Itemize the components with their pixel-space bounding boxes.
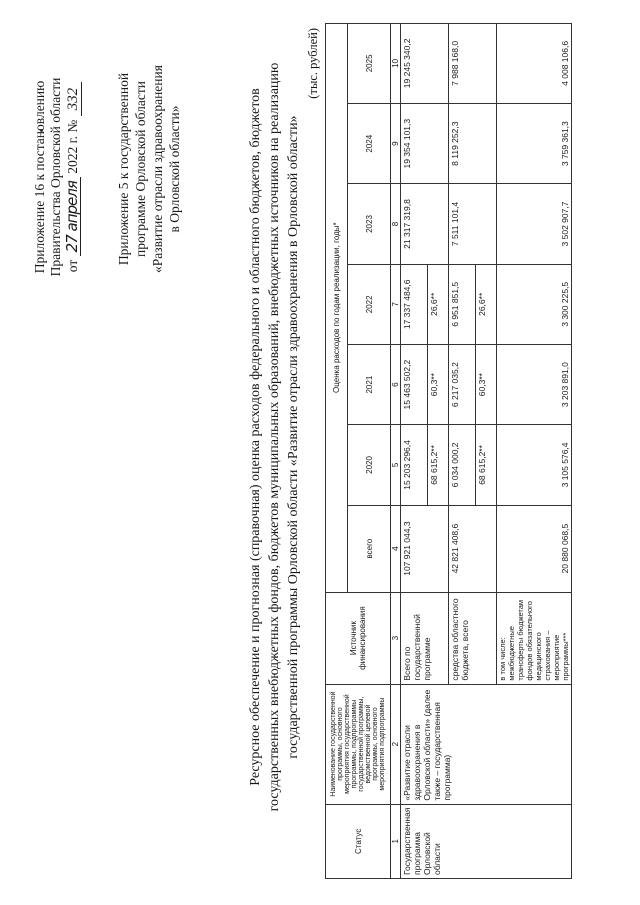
header-status: Статус: [326, 804, 391, 878]
value-cell: 3 203 891,0: [497, 344, 572, 424]
value-cell: 15 203 296,4: [401, 425, 428, 505]
value-cell: 6 034 000,2: [449, 425, 476, 505]
appendix-date-line: [64, 17, 82, 337]
value-cell: 3 300 225,5: [497, 264, 572, 344]
column-index: 5: [391, 425, 401, 505]
footnote-value-cell: 60,3**: [428, 344, 449, 424]
footnote-value-cell: 26,6**: [476, 264, 497, 344]
appendix-line4: программе Орловской области: [133, 81, 148, 257]
value-cell: 20 880 068,5: [497, 505, 572, 592]
source-cell: в том числе: межбюджетные трансферты бюджетам фондов обязательного медицинского страхования – мероприятие программы***: [497, 592, 572, 684]
column-index: 4: [391, 505, 401, 592]
value-cell: 42 821 408,6: [449, 505, 497, 592]
title-line3: государственной программы Орловской области «Развитие отрасли здравоохранения в Орловской области»: [286, 115, 301, 759]
appendix-line2: Правительства Орловской области: [48, 77, 63, 277]
header-year: 2024: [348, 104, 391, 184]
source-cell: средства областного бюджета, всего: [449, 592, 497, 684]
column-index: 10: [391, 23, 401, 103]
value-cell: 3 502 907,7: [497, 184, 572, 264]
column-index: 9: [391, 104, 401, 184]
header-source: Источник финансирования: [326, 592, 391, 684]
value-cell: 8 119 252,3: [449, 104, 497, 184]
date-prefix: от: [65, 259, 80, 273]
value-cell: 107 921 044,3: [401, 505, 449, 592]
footnote-value-cell: 26,6**: [428, 264, 449, 344]
column-index: 2: [391, 684, 401, 804]
footnote-value-cell: 60,3**: [476, 344, 497, 424]
document-title: [246, 0, 303, 877]
handwritten-number: 332: [65, 82, 82, 117]
title-line2: государственных внебюджетных фондов, бюджетов муниципальных образований, внебюджетных источников на реализацию: [267, 62, 282, 812]
program-name: «Развитие отрасли здравоохранения в Орловской области» (далее также – государственная программа): [401, 684, 572, 804]
program-appendix: [115, 19, 183, 319]
header-row-1: [326, 23, 348, 879]
value-cell: 3 759 361,3: [497, 104, 572, 184]
value-cell: 19 245 340,2: [401, 23, 449, 103]
units-label: (тыс. рублей): [306, 28, 320, 99]
header-year: 2021: [348, 344, 391, 424]
value-cell: 6 217 035,2: [449, 344, 476, 424]
column-index: 8: [391, 184, 401, 264]
resolution-appendix: [32, 17, 82, 337]
source-cell: Всего по государственной программе: [401, 592, 449, 684]
header-estimate: Оценка расходов по годам реализации, годы*: [326, 23, 348, 592]
appendix-line1: Приложение 16 к постановлению: [32, 80, 47, 274]
value-cell: 3 105 576,4: [497, 425, 572, 505]
value-cell: 7 511 101,4: [449, 184, 497, 264]
value-cell: 7 988 168,0: [449, 23, 497, 103]
header-year: 2025: [348, 23, 391, 103]
date-year: 2022 г. №: [65, 119, 80, 174]
appendix-line3: Приложение 5 к государственной: [116, 72, 131, 266]
header-year: 2023: [348, 184, 391, 264]
value-cell: 6 951 851,5: [449, 264, 476, 344]
column-index: 3: [391, 592, 401, 684]
column-index-row: [391, 23, 401, 879]
value-cell: 21 317 319,8: [401, 184, 449, 264]
title-line1: Ресурсное обеспечение и прогнозная (справочная) оценка расходов федерального и областного бюджетов, бюджетов: [248, 88, 263, 786]
header-total: всего: [348, 505, 391, 592]
column-index: 1: [391, 804, 401, 878]
footnote-value-cell: 68 615,2**: [428, 425, 449, 505]
program-status: Государственная программа Орловской области: [401, 804, 572, 878]
funding-table: [325, 22, 572, 879]
handwritten-date: 27 апреля: [64, 177, 81, 256]
footnote-value-cell: 68 615,2**: [476, 425, 497, 505]
appendix-line5: «Развитие отрасли здравоохранения: [150, 65, 165, 273]
value-cell: 4 008 106,6: [497, 23, 572, 103]
header-year: 2022: [348, 264, 391, 344]
column-index: 6: [391, 344, 401, 424]
value-cell: 19 354 101,3: [401, 104, 449, 184]
column-index: 7: [391, 264, 401, 344]
header-year: 2020: [348, 425, 391, 505]
value-cell: 17 337 484,6: [401, 264, 428, 344]
header-name: Наименование государственной программы, основного мероприятия государственной программы, подпрограммы государственной программы, ведомственной целевой программы, основного мероприятия подпрограммы: [326, 684, 391, 804]
value-cell: 15 463 502,2: [401, 344, 428, 424]
table-row: [401, 23, 428, 879]
appendix-line6: в Орловской области»: [167, 105, 182, 233]
